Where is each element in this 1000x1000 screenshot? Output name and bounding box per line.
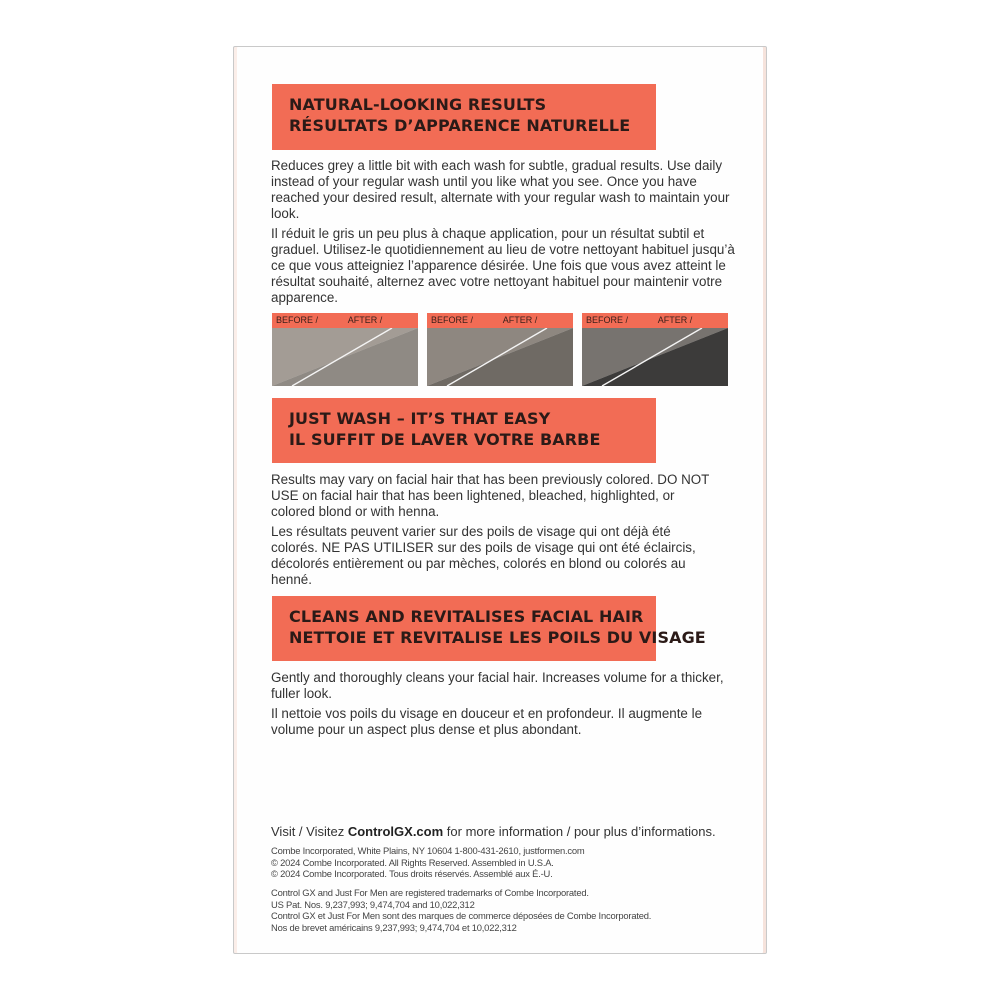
before-after-swatch [272,313,418,386]
section-heading-just-wash [272,398,656,463]
para-fr: Les résultats peuvent varier sur des poils de visage qui ont déjà été colorés. NE PAS UTILISER sur des poils de visage qui ont été éclaircis, décolorés entièrement ou par mèches, colorés en blond ou colorés au henné. [271,524,696,587]
para-en: Results may vary on facial hair that has been previously colored. DO NOT USE on facial hair that has been lightened, bleached, highlighted, or colored blond or with henna. [271,472,710,519]
section-text-natural-results [271,158,741,310]
heading-en: JUST WASH – IT’S THAT EASY [289,409,551,428]
before-after-swatch [427,313,573,386]
before-after-swatch [582,313,728,386]
fine-print-line: Control GX et Just For Men sont des marques de commerce déposées de Combe Incorporated. [271,910,652,922]
fine-print-line: Combe Incorporated, White Plains, NY 10604 1-800-431-2610, justformen.com [271,845,585,856]
para-fr: Il réduit le gris un peu plus à chaque application, pour un résultat subtil et graduel. Utilisez-le quotidiennement au lieu de votre nettoyant habituel jusqu’à ce que vous atteigniez l’apparence désirée. Une fois que vous avez atteint le résultat souhaité, alternez avec votre nettoyant habituel pour maintenir votre apparence. [271,226,735,305]
after-label: AFTER / [347,315,383,325]
visit-prefix: Visit / Visitez [271,824,348,839]
visit-suffix: for more information / pour plus d’informations. [443,824,716,839]
heading-en: NATURAL-LOOKING RESULTS [289,95,547,114]
fine-print-line: © 2024 Combe Incorporated. All Rights Reserved. Assembled in U.S.A. [271,856,554,868]
after-label: AFTER / [502,315,538,325]
visit-line [271,824,741,840]
section-text-cleans-revitalises [271,670,741,742]
para-fr: Il nettoie vos poils du visage en douceur et en profondeur. Il augmente le volume pour un aspect plus dense et plus abondant. [271,706,703,737]
hair-swatch-image [272,328,418,386]
hair-swatch-image [582,328,728,386]
heading-fr: RÉSULTATS D’APPARENCE NATURELLE [289,116,631,135]
website-link[interactable]: ControlGX.com [347,824,444,839]
before-label: BEFORE / [431,315,474,325]
fine-print-line: Nos de brevet américains 9,237,993; 9,474,704 et 10,022,312 [271,921,517,933]
company-info [271,845,731,880]
section-heading-cleans-revitalises [272,596,706,661]
fine-print-line: Control GX and Just For Men are registered trademarks of Combe Incorporated. [271,887,589,898]
heading-fr: IL SUFFIT DE LAVER VOTRE BARBE [289,430,601,449]
para-en: Reduces grey a little bit with each wash for subtle, gradual results. Use daily instead of your regular wash until you like what you see. Once you have reached your desired result, alternate with your regular wash to maintain your look. [271,158,730,221]
section-text-just-wash [271,472,711,592]
heading-en: CLEANS AND REVITALISES FACIAL HAIR [289,607,644,626]
hair-swatch-image [427,328,573,386]
fine-print-line: US Pat. Nos. 9,237,993; 9,474,704 and 10,022,312 [271,898,475,910]
heading-fr: NETTOIE ET REVITALISE LES POILS DU VISAGE [289,628,706,647]
after-label: AFTER / [657,315,693,325]
before-label: BEFORE / [276,315,319,325]
para-en: Gently and thoroughly cleans your facial hair. Increases volume for a thicker, fuller look. [271,670,724,701]
section-heading-natural-results [272,84,656,150]
trademark-info [271,887,731,933]
before-label: BEFORE / [586,315,629,325]
fine-print-line: © 2024 Combe Incorporated. Tous droits réservés. Assemblé aux É.-U. [271,868,553,880]
